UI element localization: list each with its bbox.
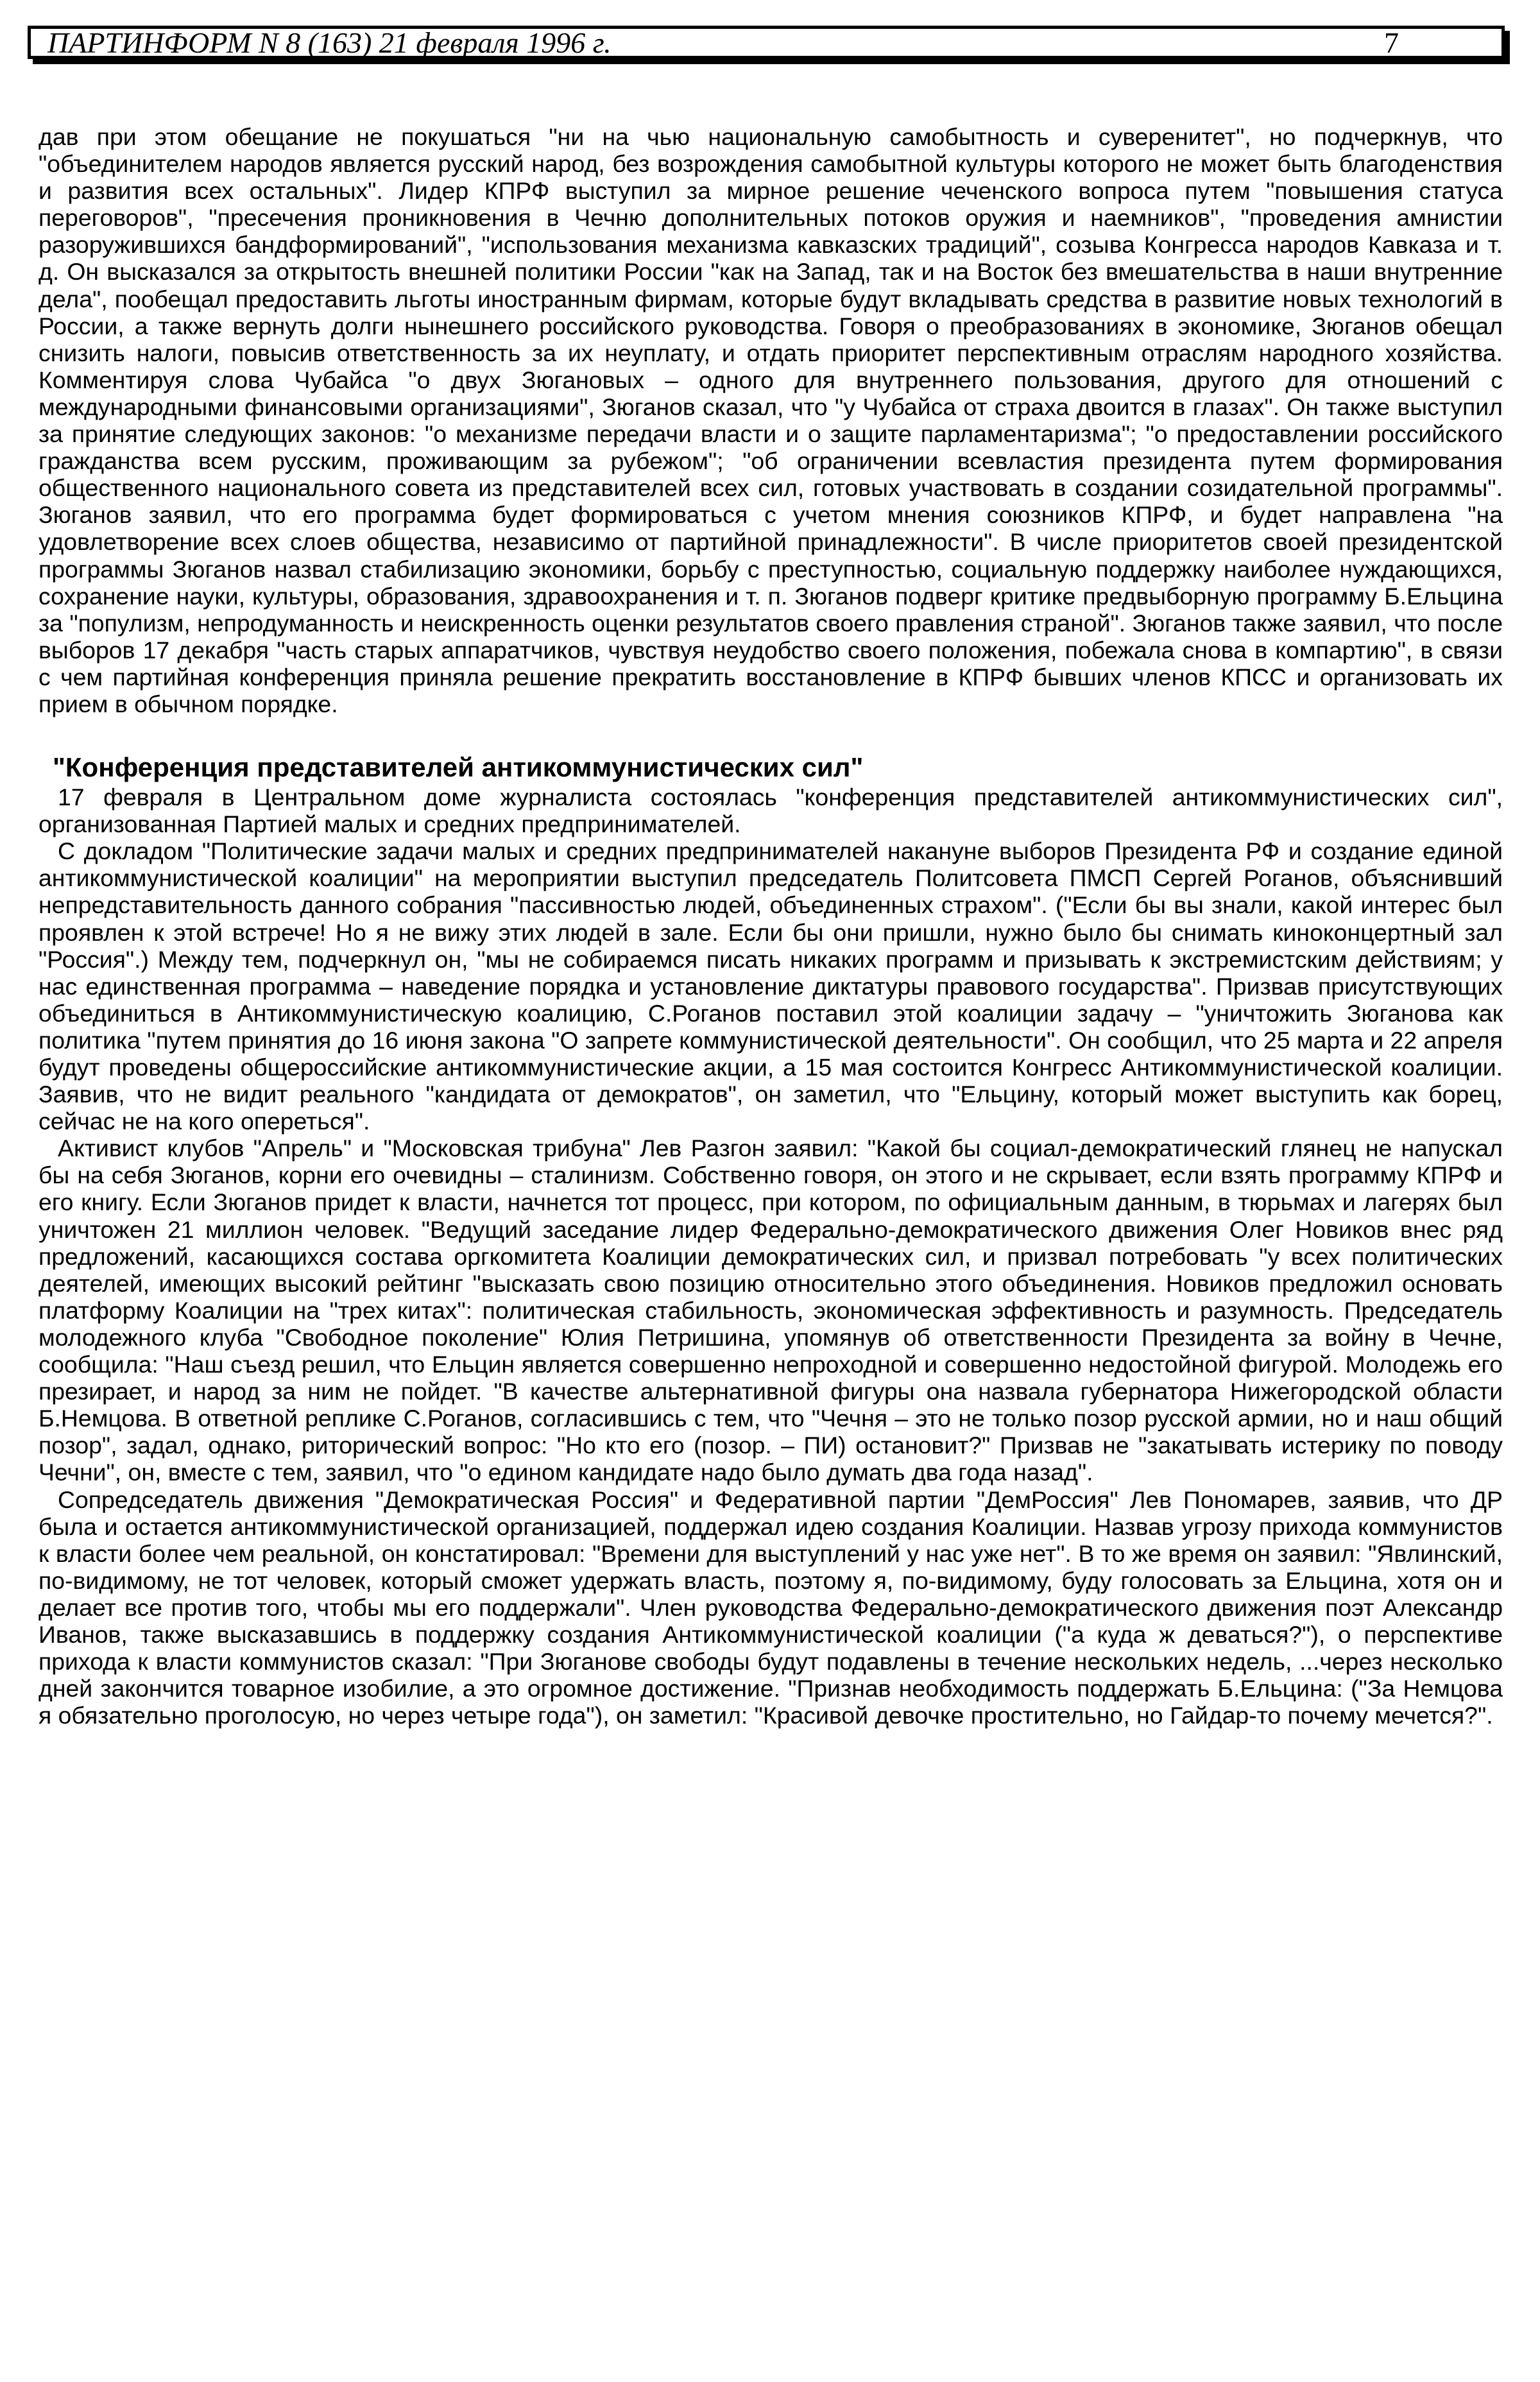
publication-title: ПАРТИНФОРМ N 8 (163) 21 февраля 1996 г. bbox=[47, 26, 612, 59]
article-paragraph: Активист клубов "Апрель" и "Московская трибуна" Лев Разгон заявил: "Какой бы социал-демократический глянец не напускал бы на себя Зюганов, корни его очевидны – сталинизм. Собственно говоря, он этого и не скрывает, если взять программу КПРФ и его книгу. Если Зюганов придет к власти, начнется тот процесс, при котором, по официальным данным, в тюрьмах и лагерях был уничтожен 21 миллион человек. "Ведущий заседание лидер Федерально-демократического движения Олег Новиков внес ряд предложений, касающихся состава оргкомитета Коалиции демократических сил, и призвал потребовать "у всех политических деятелей, имеющих высокий рейтинг "высказать свою позицию относительно этого объединения. Новиков предложил основать платформу Коалиции на "трех китах": политическая стабильность, экономическая эффективность и разумность. Председатель молодежного клуба "Свободное поколение" Юлия Петришина, упомянув об ответственности Президента за войну в Чечне, сообщила: "Наш съезд решил, что Ельцин является совершенно непроходной и совершенно недостойной фигурой. Молодежь его презирает, и народ за ним не пойдет. "В качестве альтернативной фигуры она назвала губернатора Нижегородской области Б.Немцова. В ответной реплике С.Роганов, согласившись с тем, что "Чечня – это не только позор русской армии, но и наш общий позор", задал, однако, риторический вопрос: "Но кто его (позор. – ПИ) остановит?" Призвав не "закатывать истерику по поводу Чечни", он, вместе с тем, заявил, что "о едином кандидате надо было думать два года назад". bbox=[38, 1135, 1503, 1486]
article-paragraph: Сопредседатель движения "Демократическая Россия" и Федеративной партии "ДемРоссия" Лев Пономарев, заявив, что ДР была и остается антикоммунистической организацией, поддержал идею создания Коалиции. Назвав угрозу прихода коммунистов к власти более чем реальной, он констатировал: "Времени для выступлений у нас уже нет". В то же время он заявил: "Явлинский, по-видимому, не тот человек, который сможет удержать власть, поэтому я, по-видимому, буду голосовать за Ельцина, хотя он и делает все против того, чтобы мы его поддержали". Член руководства Федерально-демократического движения поэт Александр Иванов, также высказавшись в поддержку создания Антикоммунистической коалиции ("а куда ж деваться?"), о перспективе прихода к власти коммунистов сказал: "При Зюганове свободы будут подавлены в течение нескольких недель, ...через несколько дней закончится товарное изобилие, а это огромное достижение. "Признав необходимость поддержать Б.Ельцина: ("За Немцова я обязательно проголосую, но через четыре года"), он заметил: "Красивой девочке простительно, но Гайдар-то почему мечется?". bbox=[38, 1486, 1503, 1729]
page-number: 7 bbox=[1384, 26, 1399, 59]
intro-paragraph: дав при этом обещание не покушаться "ни на чью национальную самобытность и суверенитет", но подчеркнув, что "объединителем народов является русский народ, без возрождения самобытной культуры которого не может быть благоденствия и развития всех остальных". Лидер КПРФ выступил за мирное решение чеченского вопроса путем "повышения статуса переговоров", "пресечения проникновения в Чечню дополнительных потоков оружия и наемников", "проведения амнистии разоружившихся бандформирований", "использования механизма кавказских традиций", созыва Конгресса народов Кавказа и т. д. Он высказался за открытость внешней политики России "как на Запад, так и на Восток без вмешательства в наши внутренние дела", пообещал предоставить льготы иностранным фирмам, которые будут вкладывать средства в развитие новых технологий в России, а также вернуть долги нынешнего российского руководства. Говоря о преобразованиях в экономике, Зюганов обещал снизить налоги, повысив ответственность за их неуплату, и отдать приоритет перспективным отраслям народного хозяйства. Комментируя слова Чубайса "о двух Зюгановых – одного для внутреннего пользования, другого для отношений с международными финансовыми организациями", Зюганов сказал, что "у Чубайса от страха двоится в глазах". Он также выступил за принятие следующих законов: "о механизме передачи власти и о защите парламентаризма"; "о предоставлении российского гражданства всем русским, проживающим за рубежом"; "об ограничении всевластия президента путем формирования общественного национального совета из представителей всех сил, готовых участвовать в создании созидательной программы". Зюганов заявил, что его программа будет формироваться с учетом мнения союзников КПРФ, и будет направлена "на удовлетворение всех слоев общества, независимо от партийной принадлежности". В числе приоритетов своей президентской программы Зюганов назвал стабилизацию экономики, борьбу с преступностью, социальную поддержку наиболее нуждающихся, сохранение науки, культуры, образования, здравоохранения и т. п. Зюганов подверг критике предвыборную программу Б.Ельцина за "популизм, непродуманность и неискренность оценки результатов своего правления страной". Зюганов также заявил, что после выборов 17 декабря "часть старых аппаратчиков, чувствуя неудобство своего положения, побежала снова в компартию", в связи с чем партийная конференция приняла решение прекратить восстановление в КПРФ бывших членов КПСС и организовать их прием в обычном порядке. bbox=[38, 123, 1503, 717]
article-paragraph: С докладом "Политические задачи малых и средних предпринимателей накануне выборов Президента РФ и создание единой антикоммунистической коалиции" на мероприятии выступил председатель Политсовета ПМСП Сергей Роганов, объяснивший непредставительность данного собрания "пассивностью людей, объединенных страхом". ("Если бы вы знали, какой интерес был проявлен к этой встрече! Но я не вижу этих людей в зале. Если бы они пришли, нужно было бы снимать киноконцертный зал "Россия".) Между тем, подчеркнул он, "мы не собираемся писать никаких программ и призывать к экстремистским действиям; у нас единственная программа – наведение порядка и установление диктатуры правового государства". Призвав присутствующих объединиться в Антикоммунистическую коалицию, С.Роганов поставил этой коалиции задачу – "уничтожить Зюганова как политика "путем принятия до 16 июня закона "О запрете коммунистической деятельности". Он сообщил, что 25 марта и 22 апреля будут проведены общероссийские антикоммунистические акции, а 15 мая состоится Конгресс Антикоммунистической коалиции. Заявив, что не видит реального "кандидата от демократов", он заметил, что "Ельцину, который может выступить как борец, сейчас не на кого опереться". bbox=[38, 837, 1503, 1135]
page-header bbox=[28, 26, 1505, 59]
section-title: "Конференция представителей антикоммунистических сил" bbox=[53, 752, 864, 783]
article-paragraph: 17 февраля в Центральном доме журналиста состоялась "конференция представителей антикоммунистических сил", организованная Партией малых и средних предпринимателей. bbox=[38, 784, 1503, 838]
article-body bbox=[38, 123, 1503, 1729]
